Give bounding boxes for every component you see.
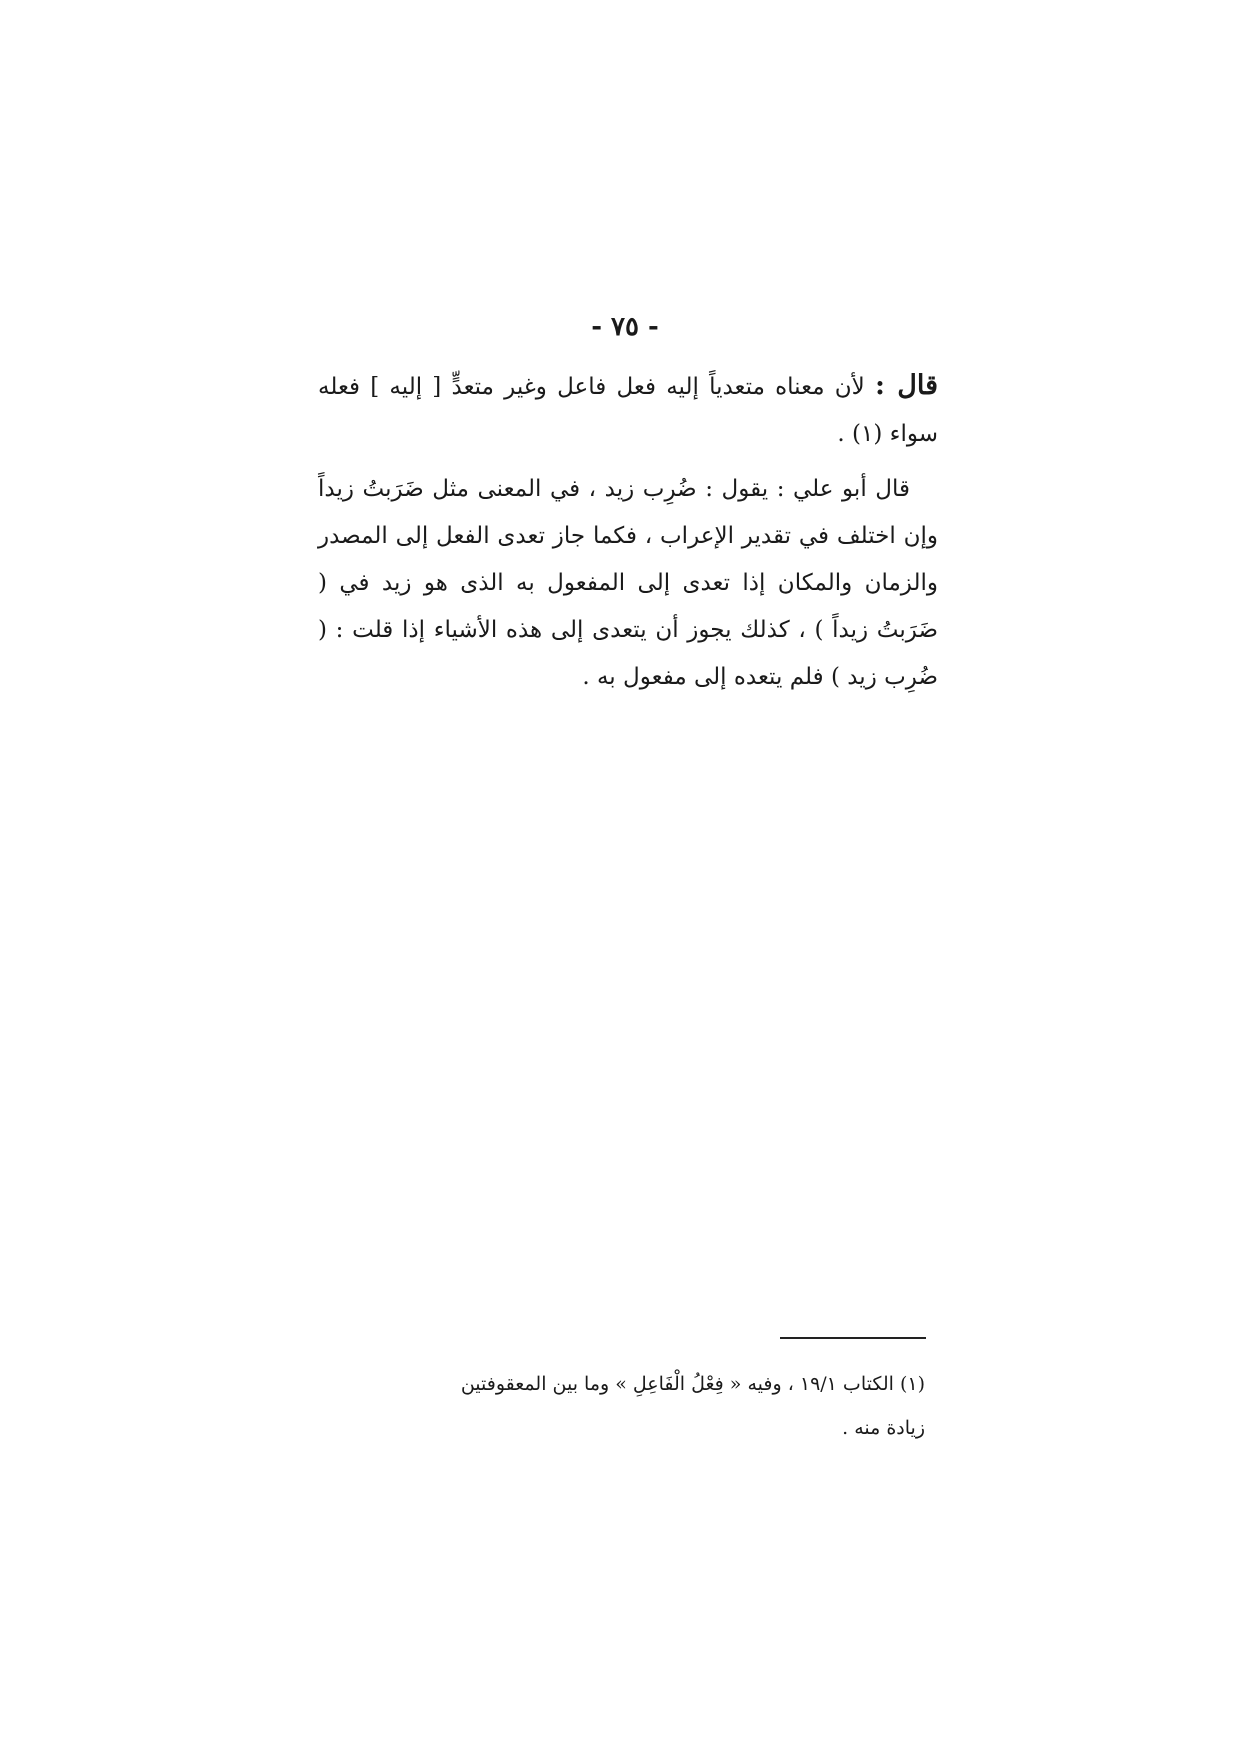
footnote xyxy=(300,1362,925,1450)
footnote-line-2: زيادة منه . xyxy=(842,1417,925,1439)
footnote-divider xyxy=(780,1337,926,1339)
main-text xyxy=(318,362,938,701)
page-number: - ٧٥ - xyxy=(591,312,659,342)
quoted-passage xyxy=(318,362,938,458)
quote-text: لأن معناه متعدياً إليه فعل فاعل وغير متعدٍّ [ إليه ] فعله سواء (١) . xyxy=(318,374,938,447)
commentary-paragraph: قال أبو علي : يقول : ضُرِب زيد ، في المعنى مثل ضَرَبتُ زيداً وإن اختلف في تقدير الإعراب ، فكما جاز تعدى الفعل إلى المصدر والزمان والمكان إذا تعدى إلى المفعول به الذى هو زيد في ( ضَرَبتُ زيداً ) ، كذلك يجوز أن يتعدى إلى هذه الأشياء إذا قلت : ( ضُرِب زيد ) فلم يتعده إلى مفعول به . xyxy=(318,476,938,690)
footnote-line-1: (١) الكتاب ١٩/١ ، وفيه « فِعْلُ الْفَاعِلِ » وما بين المعقوفتين xyxy=(460,1373,925,1395)
quote-lead-word: قال : xyxy=(874,370,939,401)
